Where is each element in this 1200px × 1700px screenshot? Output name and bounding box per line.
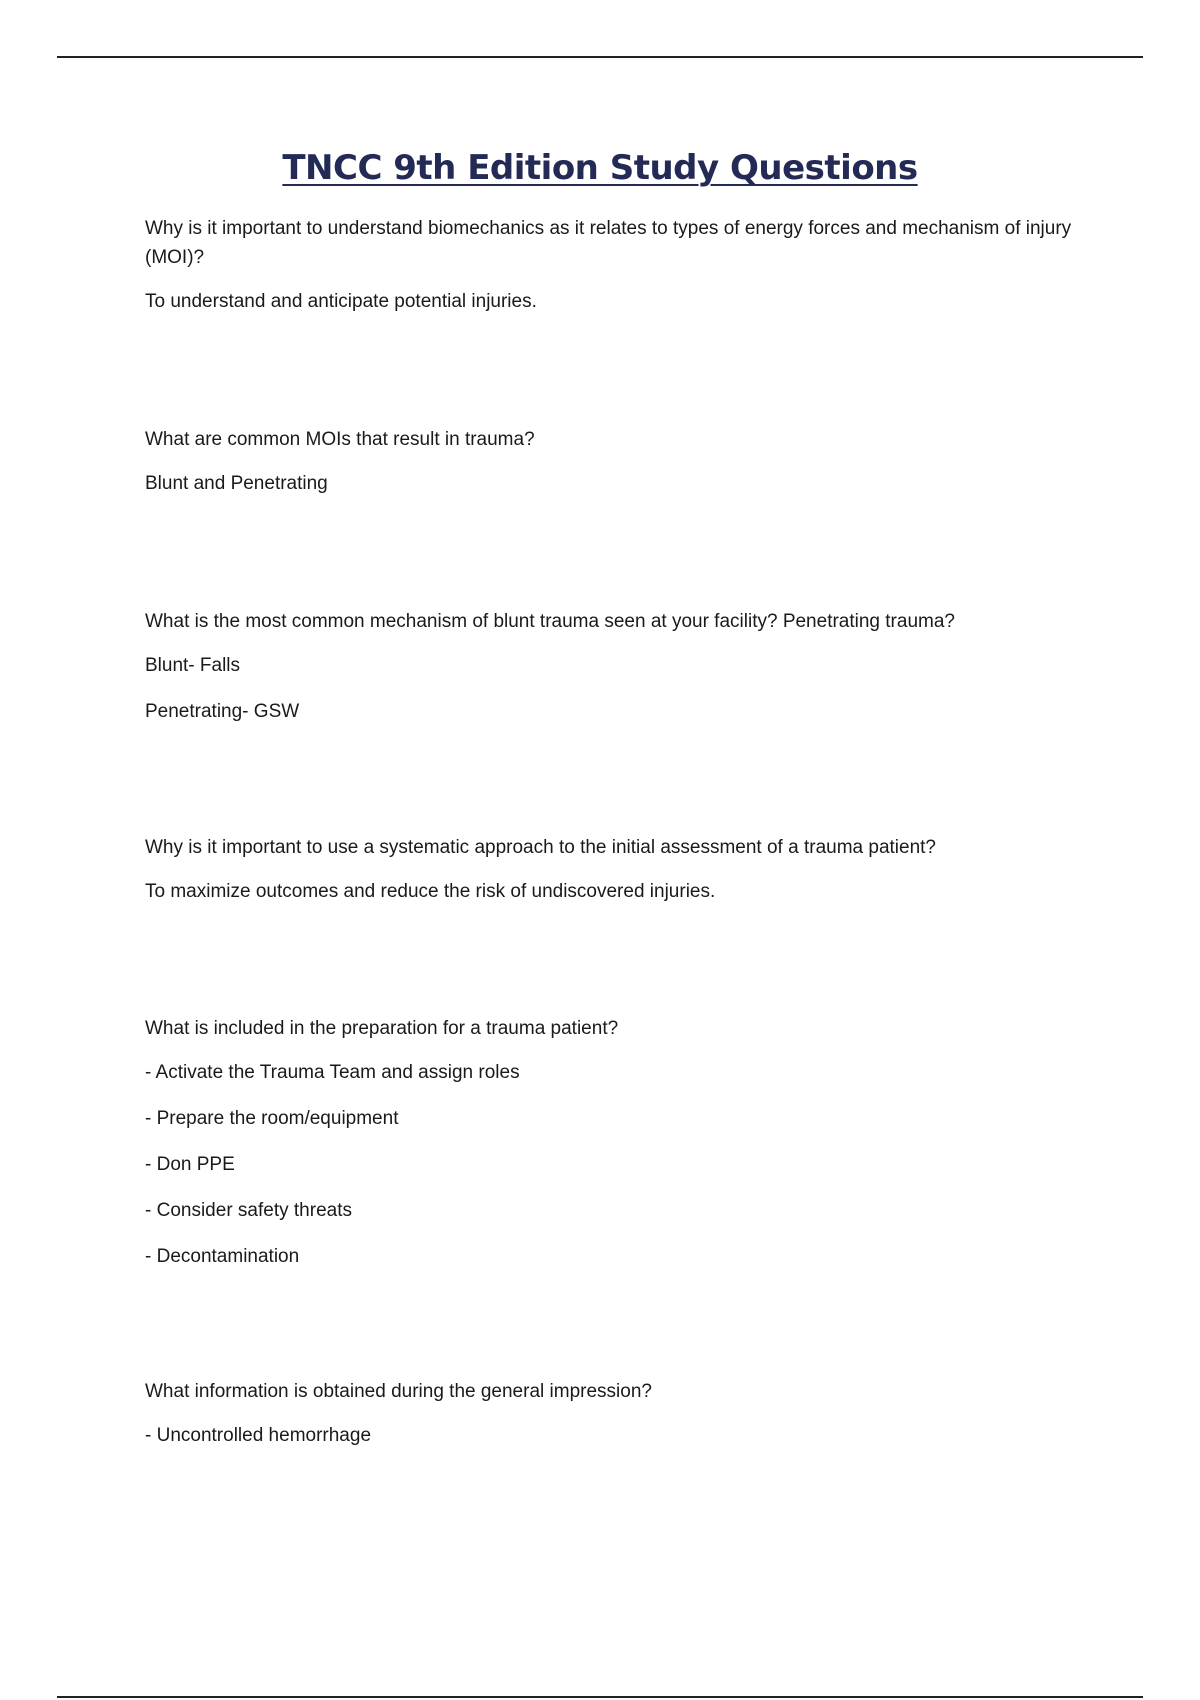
answer-list-item: - Decontamination — [145, 1246, 300, 1267]
question-text: Why is it important to use a systematic approach to the initial assessment of a trauma patient? — [145, 837, 936, 858]
document-title — [0, 148, 1200, 189]
qa-block — [145, 1377, 1095, 1467]
answer-list-item: - Prepare the room/equipment — [145, 1108, 399, 1129]
answer-list-item: - Don PPE — [145, 1154, 235, 1175]
footer-rule — [57, 1696, 1143, 1698]
qa-block — [145, 425, 1095, 515]
qa-block — [145, 1014, 1095, 1288]
question-text: What is the most common mechanism of blunt trauma seen at your facility? Penetrating trauma? — [145, 611, 955, 632]
answer-text: Penetrating- GSW — [145, 701, 300, 722]
answer-text: To understand and anticipate potential injuries. — [145, 291, 537, 312]
qa-block — [145, 607, 1095, 743]
answer-text: Blunt and Penetrating — [145, 473, 328, 494]
question-text: What are common MOIs that result in trauma? — [145, 429, 535, 450]
answer-list-item: - Consider safety threats — [145, 1200, 352, 1221]
qa-block — [145, 833, 1095, 923]
question-text: What is included in the preparation for a trauma patient? — [145, 1018, 619, 1039]
qa-block — [145, 214, 1095, 333]
answer-list-item: - Uncontrolled hemorrhage — [145, 1425, 372, 1446]
answer-text: Blunt- Falls — [145, 655, 241, 676]
document-title-text: TNCC 9th Edition Study Questions — [282, 148, 918, 188]
header-rule — [57, 56, 1143, 58]
question-text: What information is obtained during the general impression? — [145, 1381, 652, 1402]
question-text: Why is it important to understand biomechanics as it relates to types of energy forces and mechanism of injury (MOI)? — [145, 218, 1072, 268]
answer-text: To maximize outcomes and reduce the risk of undiscovered injuries. — [145, 881, 716, 902]
answer-list-item: - Activate the Trauma Team and assign roles — [145, 1062, 520, 1083]
